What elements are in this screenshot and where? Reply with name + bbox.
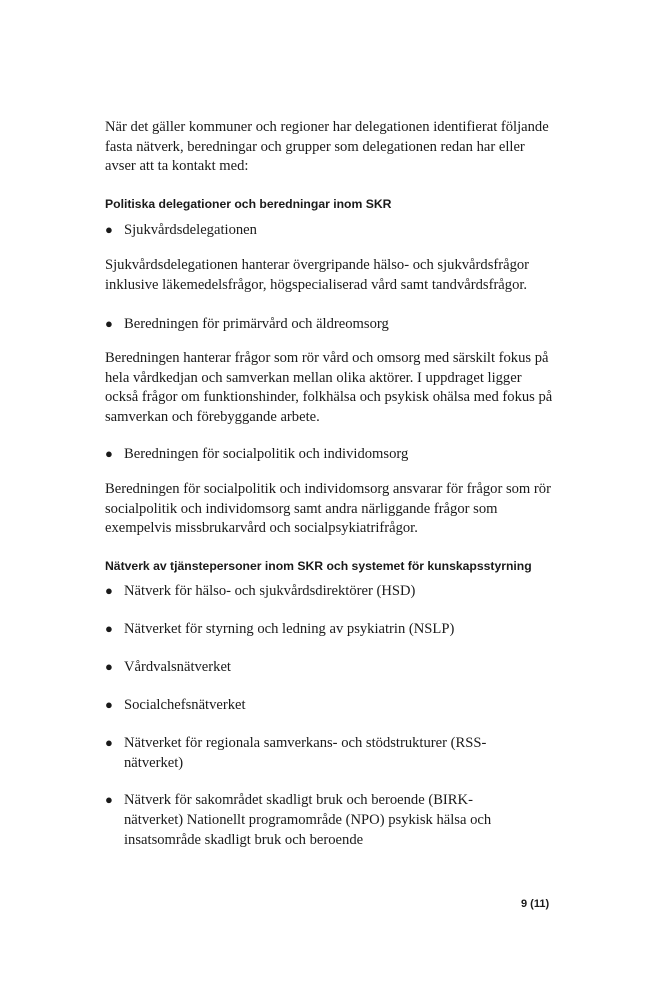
list-item	[105, 444, 534, 464]
list-item	[105, 581, 534, 601]
bullet-icon: ●	[105, 659, 113, 674]
list-item	[105, 657, 534, 677]
bullet-icon: ●	[105, 446, 113, 461]
bullet-icon: ●	[105, 222, 113, 237]
bullet-icon: ●	[105, 735, 113, 750]
list-item-text: Vårdvalsnätverket	[124, 659, 231, 675]
list-item-text: Socialchefsnätverket	[124, 697, 246, 713]
list-item	[105, 220, 534, 240]
bullet-icon: ●	[105, 697, 113, 712]
paragraph: Sjukvårdsdelegationen hanterar övergripande hälso- och sjukvårdsfrågor inklusive läkemedelsfrågor, högspecialiserad vård samt tandvårdsfrågor.	[105, 257, 530, 293]
section-heading-political: Politiska delegationer och beredningar inom SKR	[105, 197, 392, 211]
bullet-icon: ●	[105, 316, 113, 331]
list-item	[105, 733, 499, 773]
paragraph: Beredningen för socialpolitik och individomsorg ansvarar för frågor som rör socialpolitik och individomsorg samt andra närliggande frågor som exempelvis missbrukarvård och socialpsykiatrifrågor.	[105, 481, 551, 537]
paragraph: Beredningen hanterar frågor som rör vård och omsorg med särskilt fokus på hela vårdkedjan och samverkan mellan olika aktörer. I uppdraget ligger också frågor om funktionshinder, folkhälsa och psykisk ohälsa med fokus på samverkan och förebyggande arbete.	[105, 350, 553, 425]
bullet-icon: ●	[105, 621, 113, 636]
bullet-icon: ●	[105, 583, 113, 598]
page-number: 9 (11)	[521, 898, 550, 910]
list-item-text: Sjukvårdsdelegationen	[124, 222, 257, 238]
list-item-text: Beredningen för primärvård och äldreomsorg	[124, 316, 389, 332]
list-item-text: Nätverket för styrning och ledning av psykiatrin (NSLP)	[124, 621, 455, 637]
list-item-text: Beredningen för socialpolitik och individomsorg	[124, 446, 409, 462]
list-item-text: Nätverk för hälso- och sjukvårdsdirektörer (HSD)	[124, 583, 416, 599]
intro-paragraph: När det gäller kommuner och regioner har delegationen identifierat följande fasta nätverk, beredningar och grupper som delegationen redan har eller avser att ta kontakt med:	[105, 119, 549, 175]
list-item	[105, 695, 534, 715]
list-item	[105, 314, 534, 334]
list-item	[105, 790, 509, 850]
list-item-text: Nätverket för regionala samverkans- och stödstrukturer (RSS-nätverket)	[124, 735, 487, 771]
list-item	[105, 619, 534, 639]
section-heading-networks: Nätverk av tjänstepersoner inom SKR och systemet för kunskapsstyrning	[105, 559, 532, 573]
bullet-icon: ●	[105, 792, 113, 807]
list-item-text: Nätverk för sakområdet skadligt bruk och beroende (BIRK-nätverket) Nationellt programområde (NPO) psykisk hälsa och insatsområde skadligt bruk och beroende	[124, 792, 492, 848]
